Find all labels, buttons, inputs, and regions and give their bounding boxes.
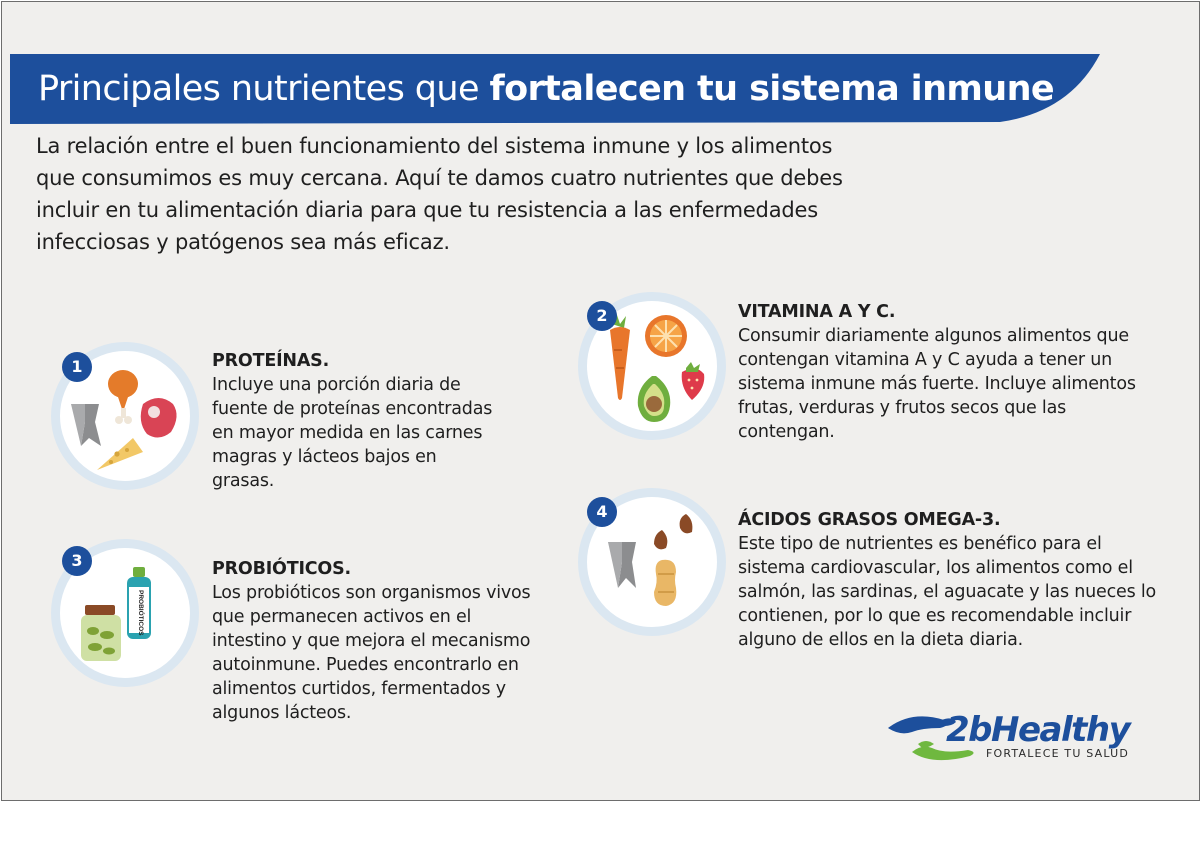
page-title bbox=[38, 66, 1054, 112]
intro-paragraph: La relación entre el buen funcionamiento del sistema inmune y los alimentos que consumimos es muy cercana. Aquí te damos cuatro nutrientes que debes incluir en tu alimentación diaria para que tu resistencia a las enfermedades infecciosas y patógenos sea más eficaz. bbox=[36, 134, 843, 254]
probiotics-text bbox=[212, 557, 542, 725]
omega3-heading: ÁCIDOS GRASOS OMEGA-3. bbox=[738, 510, 1001, 530]
bottle-label: PROBIÓTICOS bbox=[137, 590, 144, 636]
number-badge-4: 4 bbox=[587, 497, 617, 527]
brand-logo bbox=[882, 708, 1172, 778]
proteins-heading: PROTEÍNAS. bbox=[212, 351, 330, 371]
infographic-card bbox=[1, 1, 1200, 801]
number-badge-3: 3 bbox=[62, 546, 92, 576]
proteins-illustration bbox=[51, 342, 199, 490]
number-badge-1: 1 bbox=[62, 352, 92, 382]
omega3-illustration bbox=[578, 488, 726, 636]
vitamins-text bbox=[738, 300, 1158, 444]
title-bold: fortalecen tu sistema inmune bbox=[489, 69, 1055, 109]
title-normal: Principales nutrientes que bbox=[38, 69, 490, 109]
logo-name: 2bHealthy bbox=[946, 710, 1130, 750]
vitamins-heading: VITAMINA A Y C. bbox=[738, 302, 896, 322]
number-badge-2: 2 bbox=[587, 301, 617, 331]
logo-tagline: FORTALECE TU SALUD bbox=[986, 747, 1130, 760]
omega3-text bbox=[738, 508, 1158, 652]
vitamins-illustration bbox=[578, 292, 726, 440]
omega3-body: Este tipo de nutrientes es benéfico para el sistema cardiovascular, los alimentos como el salmón, las sardinas, el aguacate y las nueces lo contienen, por lo que es recomendable incluir alguno de ellos en la dieta diaria. bbox=[738, 534, 1157, 650]
proteins-text bbox=[212, 349, 502, 493]
probiotics-body: Los probióticos son organismos vivos que permanecen activos en el intestino y que mejora el mecanismo autoinmune. Puedes encontrarlo en alimentos curtidos, fermentados y algunos lácteos. bbox=[212, 583, 531, 723]
probiotics-heading: PROBIÓTICOS. bbox=[212, 559, 351, 579]
vitamins-body: Consumir diariamente algunos alimentos que contengan vitamina A y C ayuda a tener un sistema inmune más fuerte. Incluye alimentos frutas, verduras y frutos secos que las contengan. bbox=[738, 326, 1136, 442]
proteins-body: Incluye una porción diaria de fuente de proteínas encontradas en mayor medida en las carnes magras y lácteos bajos en grasas. bbox=[212, 375, 493, 491]
probiotics-illustration bbox=[51, 539, 199, 687]
title-banner bbox=[10, 54, 1100, 124]
